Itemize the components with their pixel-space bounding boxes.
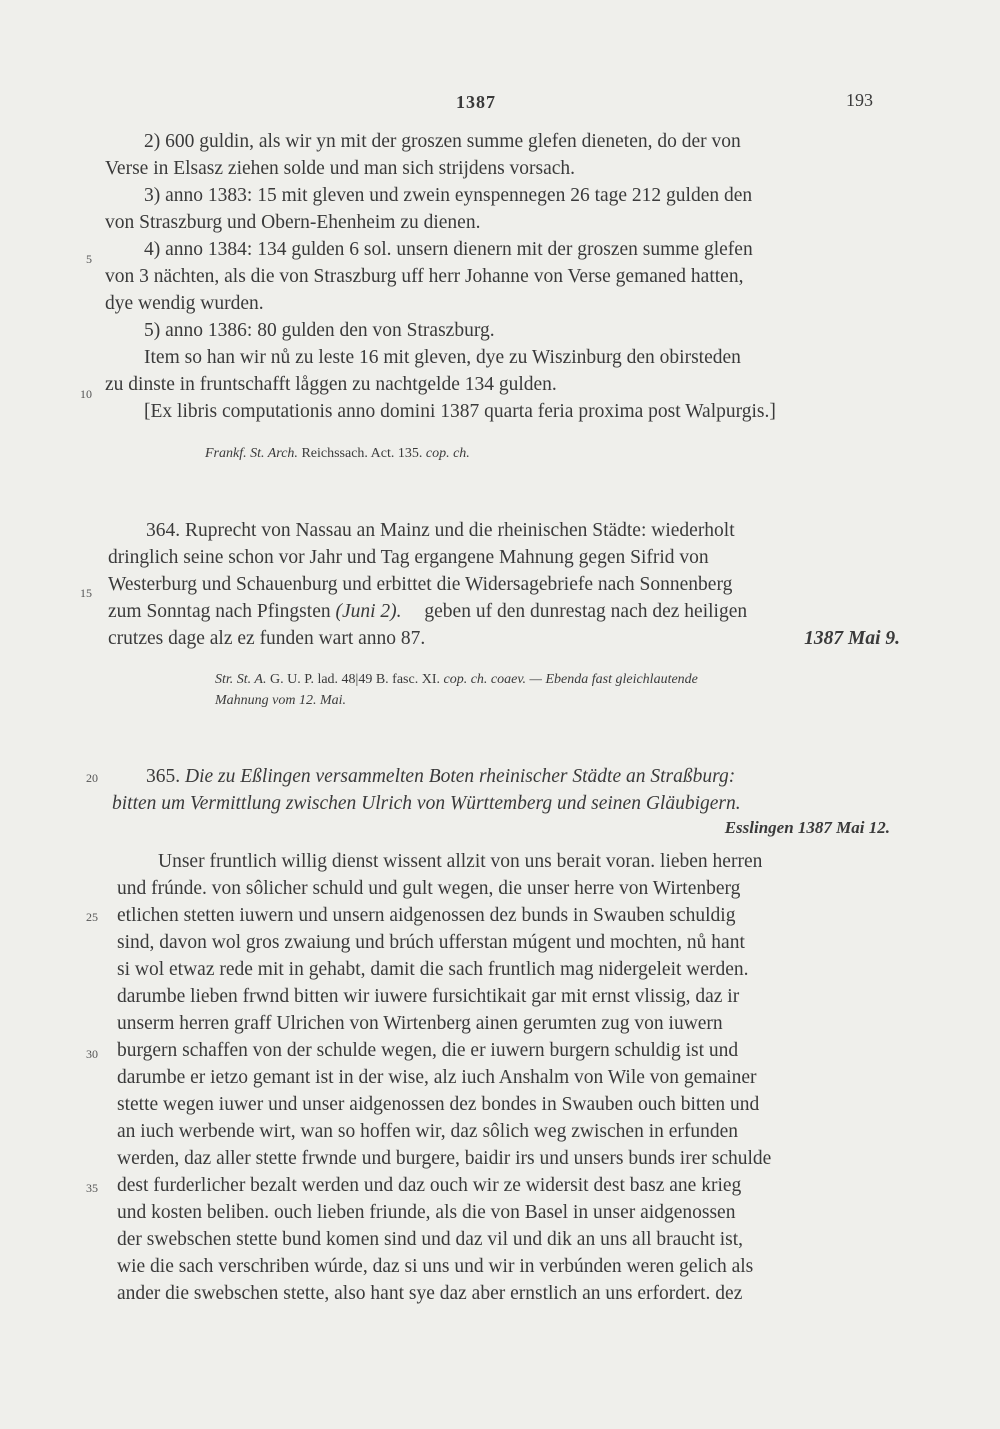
text-line: von 3 nächten, als die von Straszburg uff herr Johanne von Verse gemaned hatten, xyxy=(105,266,744,287)
text-line: zu dinste in fruntschafft låggen zu nachtgelde 134 gulden. xyxy=(105,374,557,395)
text-line: Item so han wir nů zu leste 16 mit gleven, dye zu Wiszinburg den obirsteden xyxy=(144,347,741,368)
doc-364-number: 364. xyxy=(146,520,181,541)
running-header-year: 1387 xyxy=(456,92,496,112)
margin-line-number: 25 xyxy=(86,910,98,924)
source-citation xyxy=(205,444,470,464)
doc-365-number: 365. xyxy=(146,766,181,787)
page-number: 193 xyxy=(846,90,873,110)
margin-line-number: 10 xyxy=(80,387,92,401)
text-line: darumbe lieben frwnd bitten wir iuwere fursichtikait gar mit ernst vlissig, daz ir xyxy=(117,986,740,1007)
text-line: [Ex libris computationis anno domini 1387 quarta feria proxima post Walpurgis.] xyxy=(144,401,776,422)
doc-364-summary-line: Ruprecht von Nassau an Mainz und die rheinischen Städte: wiederholt xyxy=(185,520,735,541)
text-line: der swebschen stette bund komen sind und daz vil und dik an uns all braucht ist, xyxy=(117,1229,744,1250)
source-archive: Frankf. St. Arch. xyxy=(205,446,298,461)
text-line: wie die sach verschriben wúrde, daz si uns und wir in verbúnden weren gelich als xyxy=(117,1256,754,1277)
doc-365-title-line-2: bitten um Vermittlung zwischen Ulrich von Württemberg und seinen Gläubigern. xyxy=(112,793,741,814)
source-reference: Reichssach. Act. 135. xyxy=(301,446,423,461)
source-reference: G. U. P. lad. 48|49 B. fasc. XI. xyxy=(269,672,440,687)
text-line: 4) anno 1384: 134 gulden 6 sol. unsern dienern mit der groszen summe glefen xyxy=(144,239,753,260)
text-line: Westerburg und Schauenburg und erbittet die Widersagebriefe nach Sonnenberg xyxy=(108,574,733,595)
text-line: dye wendig wurden. xyxy=(105,293,264,314)
doc-364-date: 1387 Mai 9. xyxy=(804,628,900,649)
text-line: stette wegen iuwer und unser aidgenossen dez bondes in Swauben ouch bitten und xyxy=(117,1094,760,1115)
text-line: 3) anno 1383: 15 mit gleven und zwein eynspennegen 26 tage 212 gulden den xyxy=(144,185,753,206)
text-fragment: zum Sonntag nach Pfingsten xyxy=(108,601,331,622)
margin-line-number: 35 xyxy=(86,1181,98,1195)
margin-line-number: 30 xyxy=(86,1047,98,1061)
text-line: etlichen stetten iuwern und unsern aidgenossen dez bunds in Swauben schuldig xyxy=(117,905,736,926)
margin-line-number: 15 xyxy=(80,586,92,600)
margin-line-number: 5 xyxy=(86,252,92,266)
text-line: 2) 600 guldin, als wir yn mit der groszen summe glefen dieneten, do der von xyxy=(144,131,741,152)
doc-364-source-cont: Mahnung vom 12. Mai. xyxy=(215,693,347,708)
text-line: si wol etwaz rede mit in gehabt, damit die sach fruntlich mag nidergeleit werden. xyxy=(117,959,749,980)
text-line: burgern schaffen von der schulde wegen, die er iuwern burgern schuldig ist und xyxy=(117,1040,739,1061)
text-line: dest furderlicher bezalt werden und daz ouch wir ze widersit dest basz ane krieg xyxy=(117,1175,742,1196)
doc-364-first-line xyxy=(146,519,735,543)
text-line: unserm herren graff Ulrichen von Wirtenberg ainen gerumten zug von iuwern xyxy=(117,1013,723,1034)
date-annotation: (Juni 2). xyxy=(335,601,402,622)
source-note: cop. ch. coaev. — Ebenda fast gleichlautende xyxy=(443,672,698,687)
text-line: und frúnde. von sôlicher schuld und gult wegen, die unser herre von Wirtenberg xyxy=(117,878,741,899)
text-line: sind, davon wol gros zwaiung und brúch ufferstan múgent und mochten, nů hant xyxy=(117,932,745,953)
text-line: darumbe er ietzo gemant ist in der wise, alz iuch Anshalm von Wile von gemainer xyxy=(117,1067,757,1088)
doc-365-title: Die zu Eßlingen versammelten Boten rheinischer Städte an Straßburg: xyxy=(185,766,736,787)
margin-line-number: 20 xyxy=(86,771,98,785)
text-fragment: geben uf den dunrestag nach dez heiligen xyxy=(424,601,748,622)
text-line: 5) anno 1386: 80 gulden den von Straszburg. xyxy=(144,320,495,341)
text-line: und kosten beliben. ouch lieben friunde, als die von Basel in unser aidgenossen xyxy=(117,1202,736,1223)
doc-364-line-4 xyxy=(108,600,747,624)
text-line: werden, daz aller stette frwnde und burgere, baidir irs und unsers bunds irer schulde xyxy=(117,1148,772,1169)
text-line: crutzes dage alz ez funden wart anno 87. xyxy=(108,628,426,649)
text-line: Verse in Elsasz ziehen solde und man sich strijdens vorsach. xyxy=(105,158,576,179)
text-line: an iuch werbende wirt, wan so hoffen wir, daz sôlich weg zwischen in erfunden xyxy=(117,1121,739,1142)
text-line: dringlich seine schon vor Jahr und Tag ergangene Mahnung gegen Sifrid von xyxy=(108,547,709,568)
doc-365-title-line-1 xyxy=(146,765,735,789)
text-line: ander die swebschen stette, also hant sye daz aber ernstlich an uns erfordert. dez xyxy=(117,1283,743,1304)
text-line: Unser fruntlich willig dienst wissent allzit von uns berait voran. lieben herren xyxy=(158,851,763,872)
doc-365-date: Esslingen 1387 Mai 12. xyxy=(724,818,890,837)
text-line: von Straszburg und Obern-Ehenheim zu dienen. xyxy=(105,212,481,233)
source-copy-type: cop. ch. xyxy=(425,446,470,461)
source-archive: Str. St. A. xyxy=(215,672,267,687)
doc-364-source xyxy=(215,670,698,690)
